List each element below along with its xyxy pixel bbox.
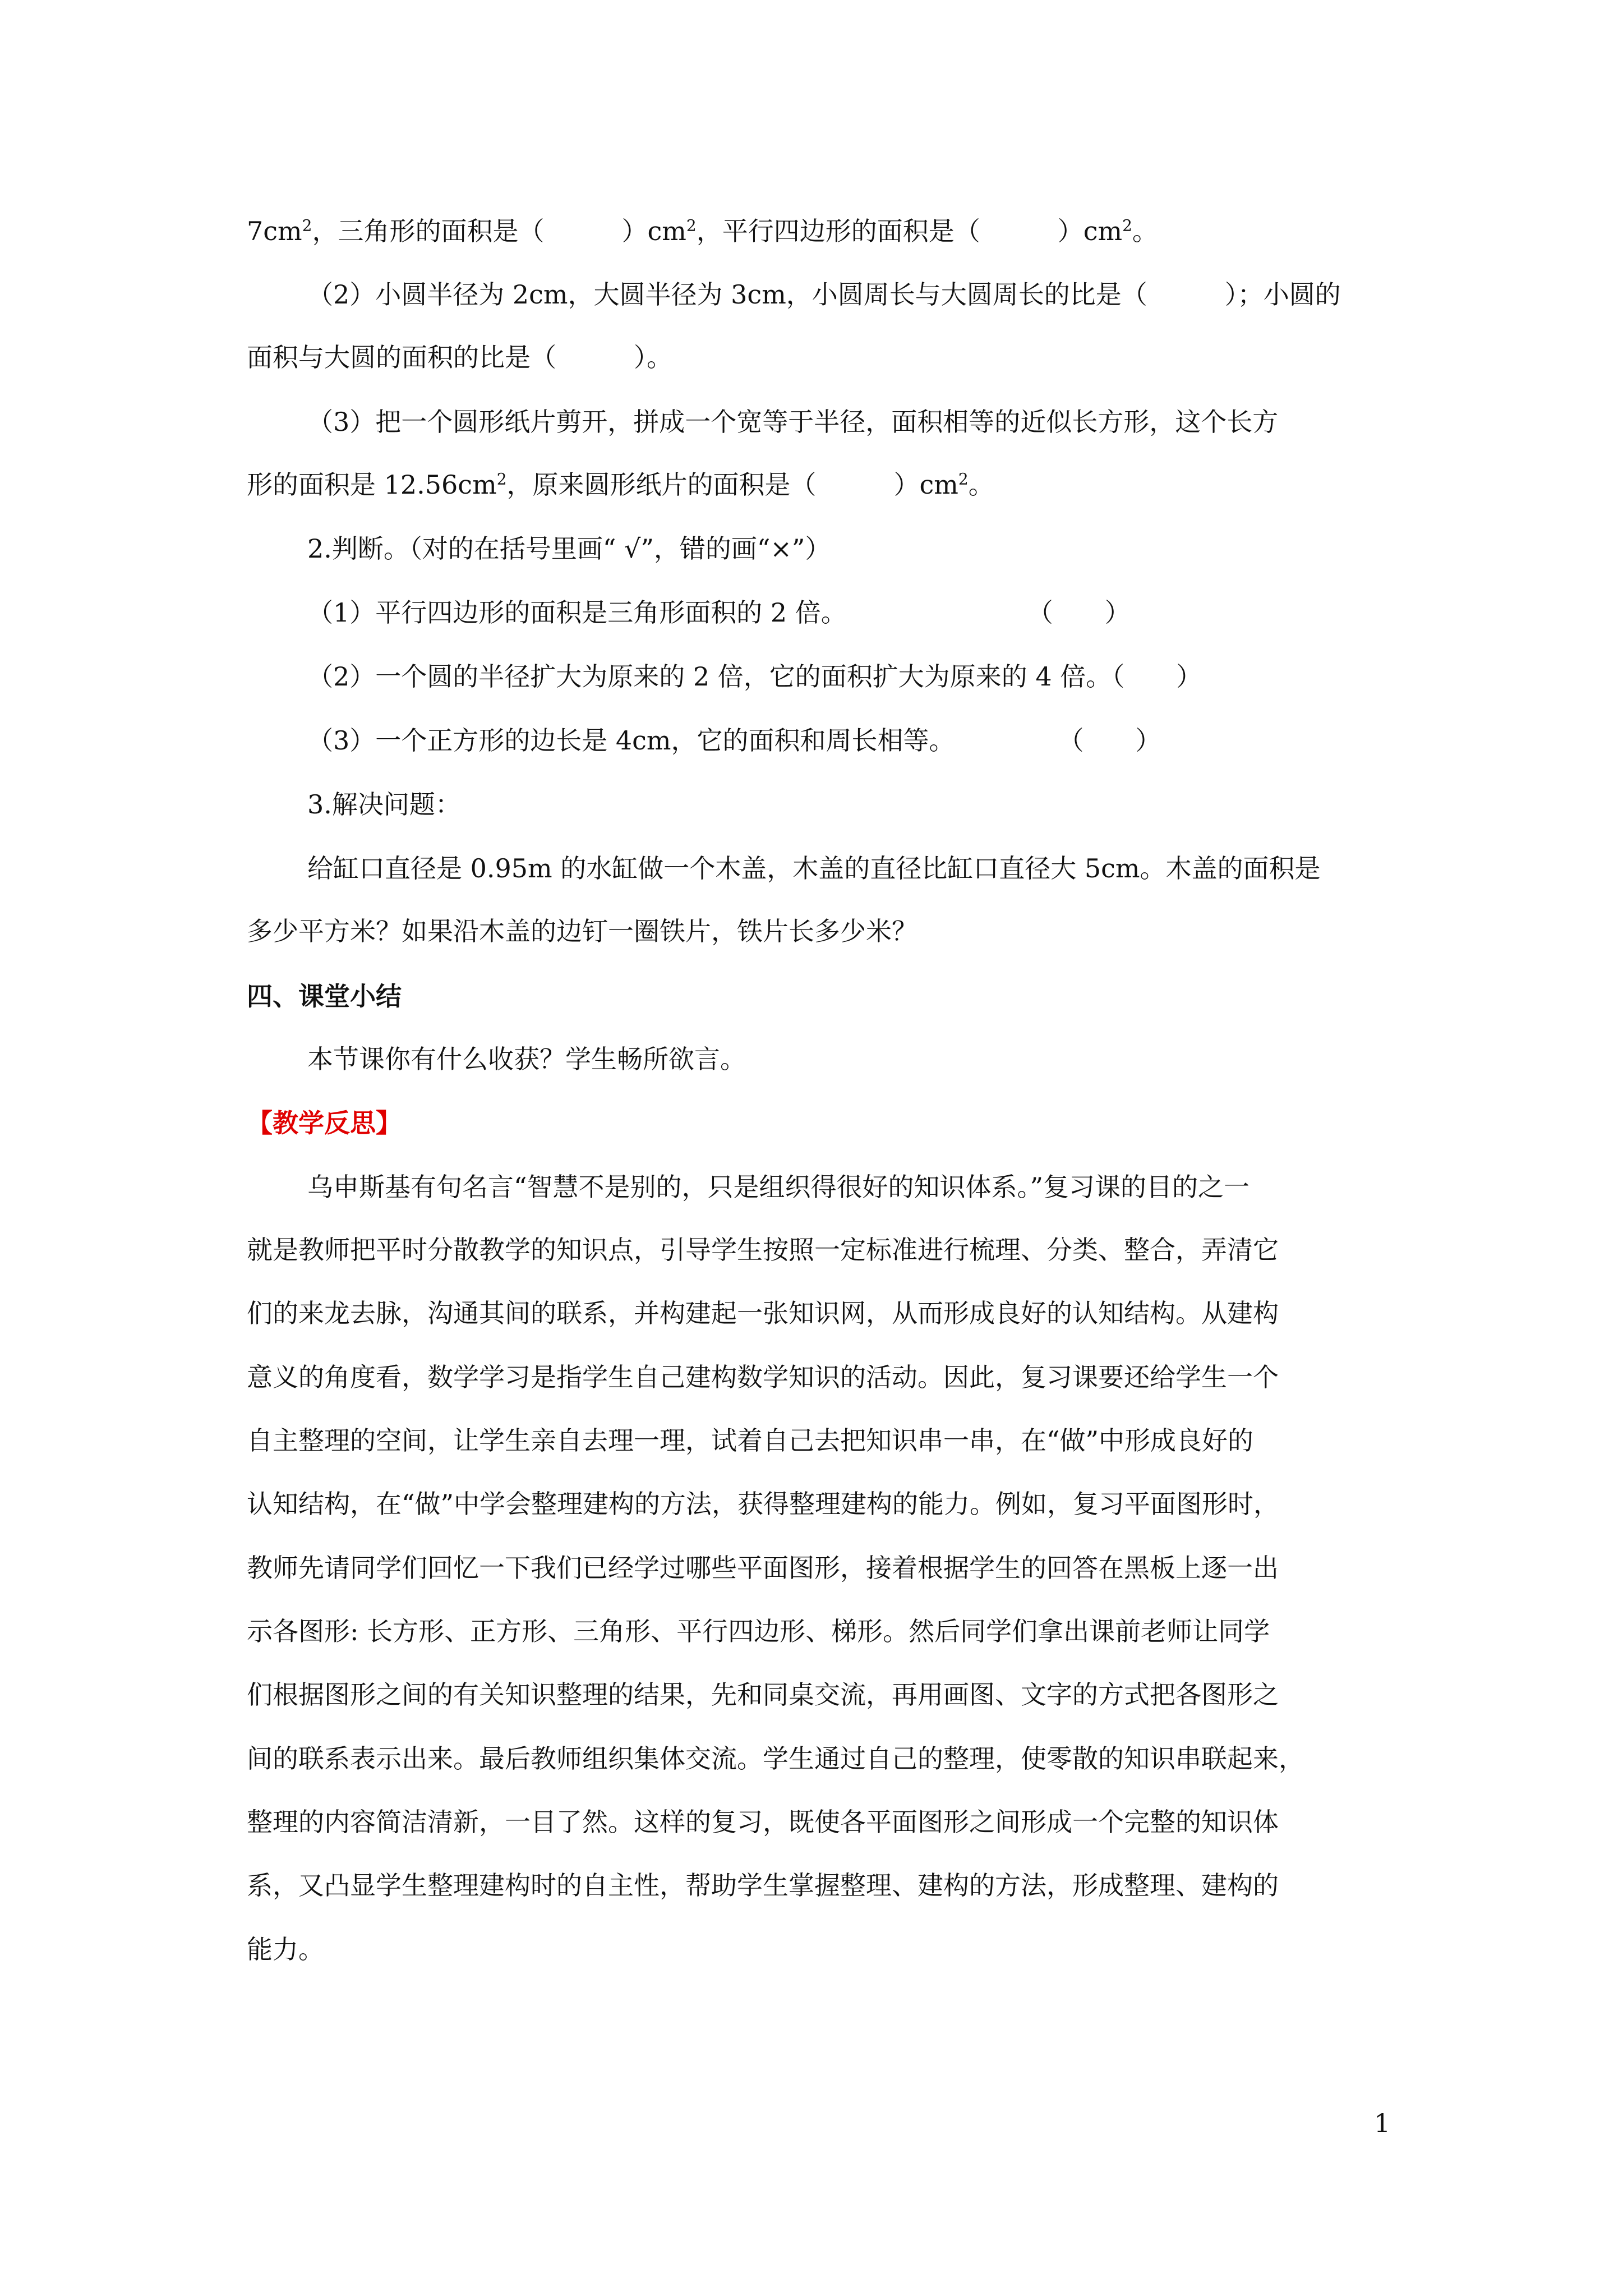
superscript: 2 [958,470,969,489]
superscript: 2 [302,216,312,235]
reflection-line: 间的联系表示出来。最后教师组织集体交流。学生通过自己的整理，使零散的知识串联起来， [247,1743,1304,1774]
exercise-1-part-3-line-2 [247,468,994,501]
exercise-1-part-3-line-1: （3）把一个圆形纸片剪开，拼成一个宽等于半径，面积相等的近似长方形，这个长方 [307,407,1279,437]
reflection-line: 整理的内容简洁清新，一目了然。这样的复习，既使各平面图形之间形成一个完整的知识体 [247,1807,1279,1837]
exercise-3-line-1: 给缸口直径是 0.95m 的水缸做一个木盖，木盖的直径比缸口直径大 5cm。木盖的面积是 [307,853,1321,884]
text-segment: 7cm [247,216,302,246]
exercise-2-item-3: （3）一个正方形的边长是 4cm，它的面积和周长相等。 （ ） [307,725,1161,756]
text-segment: ，原来圆形纸片的面积是（ ）cm [506,470,958,500]
reflection-line: 能力。 [247,1934,324,1964]
exercise-1-part-2-line-1: （2）小圆半径为 2cm，大圆半径为 3cm，小圆周长与大圆周长的比是（ ）；小圆的 [307,279,1341,310]
text-segment: 。 [968,470,994,500]
reflection-line: 就是教师把平时分散教学的知识点，引导学生按照一定标准进行梳理、分类、整合，弄清它 [247,1235,1279,1265]
exercise-3-title: 3.解决问题： [307,789,461,820]
reflection-line: 意义的角度看，数学学习是指学生自己建构数学知识的活动。因此，复习课要还给学生一个 [247,1362,1279,1392]
summary-text: 本节课你有什么收获？学生畅所欲言。 [307,1044,746,1074]
reflection-line: 们的来龙去脉，沟通其间的联系，并构建起一张知识网，从而形成良好的认知结构。从建构 [247,1298,1279,1328]
reflection-line: 自主整理的空间，让学生亲自去理一理，试着自己去把知识串一串，在“做”中形成良好的 [247,1425,1254,1456]
reflection-line: 们根据图形之间的有关知识整理的结果，先和同桌交流，再用画图、文字的方式把各图形之 [247,1680,1279,1710]
exercise-2-title: 2.判断。（对的在括号里画“ √”，错的画“×”） [307,533,831,564]
reflection-line: 乌申斯基有句名言“智慧不是别的，只是组织得很好的知识体系。”复习课的目的之一 [307,1172,1250,1202]
reflection-line: 示各图形: 长方形、正方形、三角形、平行四边形、梯形。然后同学们拿出课前老师让同学 [247,1616,1270,1646]
superscript: 2 [496,470,507,489]
text-segment: ，三角形的面积是（ ）cm [312,216,686,246]
exercise-1-part-2-line-2: 面积与大圆的面积的比是（ ）。 [247,342,672,372]
reflection-line: 系，又凸显学生整理建构时的自主性，帮助学生掌握整理、建构的方法，形成整理、建构的 [247,1870,1279,1901]
text-segment: ，平行四边形的面积是（ ）cm [696,216,1123,246]
superscript: 2 [1122,216,1132,235]
exercise-3-line-2: 多少平方米？如果沿木盖的边钉一圈铁片，铁片长多少米？ [247,916,917,946]
reflection-line: 教师先请同学们回忆一下我们已经学过哪些平面图形，接着根据学生的回答在黑板上逐一出 [247,1553,1279,1583]
section-heading-summary: 四、课堂小结 [247,981,402,1011]
superscript: 2 [686,216,697,235]
text-segment: 形的面积是 12.56cm [247,470,497,500]
exercise-2-item-2: （2）一个圆的半径扩大为原来的 2 倍，它的面积扩大为原来的 4 倍。（ ） [307,661,1202,692]
exercise-1-line-a [247,214,1158,248]
page-number: 1 [1374,2108,1391,2138]
exercise-2-item-1: （1）平行四边形的面积是三角形面积的 2 倍。 （ ） [307,597,1131,628]
text-segment: 。 [1132,216,1158,246]
reflection-line: 认知结构，在“做”中学会整理建构的方法，获得整理建构的能力。例如，复习平面图形时， [247,1489,1280,1519]
section-heading-reflection: 【教学反思】 [247,1108,402,1138]
